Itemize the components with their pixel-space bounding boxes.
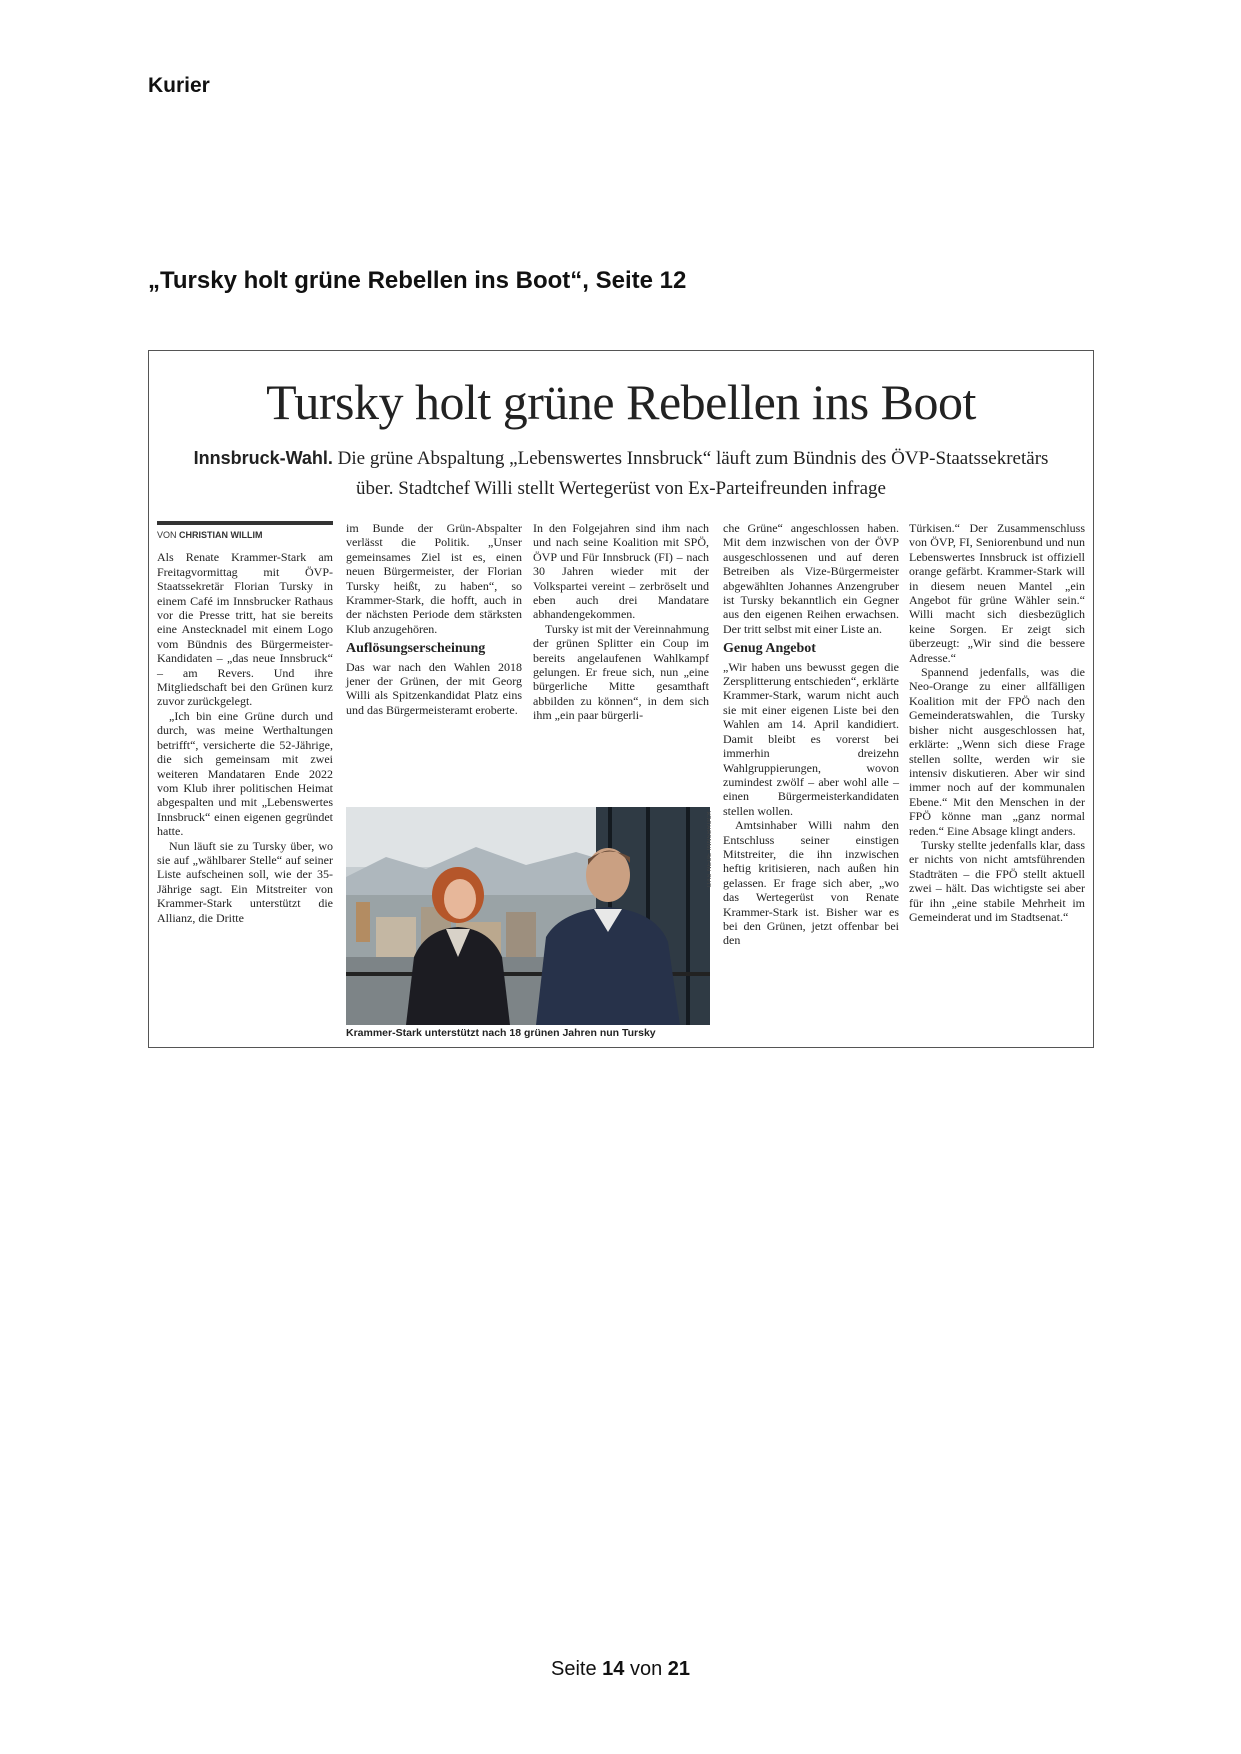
page-footer xyxy=(0,1658,1241,1681)
article-reference: „Tursky holt grüne Rebellen ins Boot“, Seite 12 xyxy=(148,267,687,294)
paragraph: Das war nach den Wahlen 2018 jener der Grünen, der mit Georg Willi als Spitzenkandidat Platz eins und das Bürgermeisteramt eroberte. xyxy=(346,659,522,717)
paragraph: „Wir haben uns bewusst gegen die Zersplitterung entschieden“, erklärte Krammer-Stark, warum nicht auch sie mit einer eigenen Liste bei den Wahlen am 14. April kandidiert. Damit bleibt es vorerst bei immerhin dreizehn Wahlgruppierungen, wovon zumindest zwölf – aber wohl alle – einen Bürgermeisterkandidaten stellen wollen. xyxy=(723,659,899,818)
article-photo xyxy=(346,807,710,1025)
paragraph: In den Folgejahren sind ihm nach und nach seine Koalition mit SPÖ, ÖVP und Für Innsbruck (FI) – nach 30 Jahren wieder mit der Volkspartei vereint – zerbröselt und eben auch drei Mandatare abhandengekommen. xyxy=(533,521,709,622)
paragraph: Tursky ist mit der Vereinnahmung der grünen Splitter ein Coup im bereits angelaufenen Wahlkampf gelungen. Er freue sich, nun „eine bürgerliche Mitte gesamthaft abbilden zu können“, in dem sich ihm „ein paar bürgerli- xyxy=(533,621,709,723)
article-subhead-text: Die grüne Abspaltung „Lebenswertes Innsbruck“ läuft zum Bündnis des ÖVP-Staatssekretärs über. Stadtchef Willi stellt Wertegerüst von Ex-Parteifreunden infrage xyxy=(337,448,1049,499)
paragraph: Nun läuft sie zu Tursky über, wo sie auf „wählbarer Stelle“ auf seiner Liste aufscheinen soll, wie der 35-Jährige sagt. Ein Mitstreiter von Krammer-Stark unterstützt die Allianz, die Dritte xyxy=(157,838,333,925)
paragraph: Als Renate Krammer-Stark am Freitagvormittag mit ÖVP-Staatssekretär Florian Tursky in einem Café im Innsbrucker Rathaus vor die Presse tritt, hat sie bereits eine Anstecknadel mit einem Logo vom Bündnis des Bürgermeister-Kandidaten – „das neue Innsbruck“ – am Revers. Und ihre Mitgliedschaft bei den Grünen kurz zuvor zurückgelegt. xyxy=(157,550,333,709)
paragraph: che Grüne“ angeschlossen haben. Mit dem inzwischen von der ÖVP ausgeschlossenen und auf deren Betreiben als Vize-Bürgermeister abgewählten Johannes Anzengruber ist Tursky bekanntlich ein Gegner aus den eigenen Reihen erwachsen. Der tritt selbst mit einer Liste an. xyxy=(723,521,899,636)
footer-page-number: 14 xyxy=(602,1658,625,1680)
footer-middle: von xyxy=(629,1658,663,1680)
photo-caption: Krammer-Stark unterstützt nach 18 grünen Jahren nun Tursky xyxy=(346,1027,656,1039)
paragraph: Amtsinhaber Willi nahm den Entschluss seiner einstigen Mitstreiter, die ihn inzwischen heftig kritisieren, nach außen hin gelassen. Er frage sich aber, „wo das Wertegerüst von Renate Krammer-Stark ist. Bisher war es bei den Grünen, jetzt offenbar bei den xyxy=(723,818,899,948)
article-headline: Tursky holt grüne Rebellen ins Boot xyxy=(266,374,976,430)
article-column-4 xyxy=(723,521,899,948)
article-column-5 xyxy=(909,521,1085,924)
paragraph: Türkisen.“ Der Zusammenschluss von ÖVP, FI, Seniorenbund und nun Lebenswertes Innsbruck ist offiziell orange gefärbt. Krammer-Stark will in diesem neuen Mantel „ein Angebot für grüne Wähler sein.“ Willi macht sich diesbezüglich keine Sorgen. Er zeigt sich überzeugt: „Wir sind die bessere Adresse.“ xyxy=(909,521,1085,665)
publication-name: Kurier xyxy=(148,74,210,97)
paragraph: „Ich bin eine Grüne durch und durch, was meine Werthaltungen betrifft“, versicherte die 52-Jährige, die sich gemeinsam mit zwei weiteren Mandataren Ende 2022 vom Klub ihrer politischen Heimat abgespalten und mit „Lebenswertes Innsbruck“ einen eigenen gegründet hatte. xyxy=(157,708,333,839)
photo-illustration xyxy=(346,807,710,1025)
paragraph: Spannend jedenfalls, was die Neo-Orange zu einer allfälligen Koalition mit der FPÖ nach den Gemeinderatswahlen, die Tursky bisher nicht ausgeschlossen hat, erklärte: „Wenn sich diese Frage stellen sollte, werden wir sie intensiv diskutieren. Aber wir sind immer noch auf der kommunalen Ebene.“ Mit den Menschen in der FPÖ könne man „ganz normal reden.“ Eine Absage klingt anders. xyxy=(909,665,1085,838)
footer-total-pages: 21 xyxy=(667,1658,691,1680)
newspaper-clipping xyxy=(148,350,1094,1048)
paragraph: Tursky stellte jedenfalls klar, dass er nichts von nicht amtsführenden Stadträten – die FPÖ stellt aktuell zwei – hält. Das wichtigste sei aber für ihn „eine stabile Mehrheit im Gemeinderat und im Stadtsenat.“ xyxy=(909,837,1085,924)
footer-prefix: Seite xyxy=(550,1658,597,1680)
article-subhead xyxy=(179,443,1063,504)
article-column-3 xyxy=(533,521,709,723)
byline-author: CHRISTIAN WILLIM xyxy=(179,530,263,540)
article-column-1 xyxy=(157,521,333,925)
article-column-2 xyxy=(346,521,522,717)
article-kicker: Innsbruck-Wahl. xyxy=(193,448,333,468)
paragraph: im Bunde der Grün-Abspalter verlässt die Politik. „Unser gemeinsames Ziel ist es, einen neuen Bürgermeister, der Florian Tursky heißt, zu haben“, so Krammer-Stark, die hofft, auch in der nächsten Periode dem stärksten Klub anzugehören. xyxy=(346,521,522,636)
section-heading: Auflösungserscheinung xyxy=(346,641,486,657)
byline-prefix: VON xyxy=(157,530,177,540)
byline xyxy=(157,521,333,542)
photo-credit: DAS NEUE INNSBRUCK xyxy=(707,810,713,887)
section-heading: Genug Angebot xyxy=(723,641,816,657)
